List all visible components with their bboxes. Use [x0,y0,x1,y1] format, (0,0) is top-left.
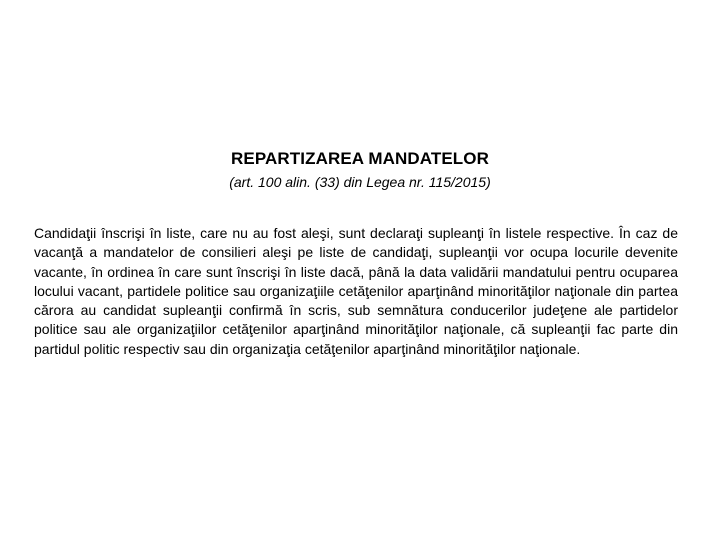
document-title: REPARTIZAREA MANDATELOR [231,149,489,168]
document-subtitle: (art. 100 alin. (33) din Legea nr. 115/2015) [229,174,491,190]
document-paragraph: Candidaţii înscrişi în liste, care nu au fost aleşi, sunt declaraţi supleanţi în listele respective. În caz de vacanţă a mandatelor de consilieri aleşi pe liste de candidaţi, supleanţii vor ocupa locurile devenite vacante, în ordinea în care sunt înscrişi în liste dacă, până la data validării mandatului pentru ocuparea locului vacant, partidele politice sau organizaţiile cetăţenilor aparţinând minorităţilor naţionale din partea cărora au candidat supleanţii confirmă în scris, sub semnătura conducerilor judeţene ale partidelor politice sau ale organizaţiilor cetăţenilor aparţinând minorităţilor naţionale, că supleanţii fac parte din partidul politic respectiv sau din organizaţia cetăţenilor aparţinând minorităţilor naţionale. [34,225,678,357]
